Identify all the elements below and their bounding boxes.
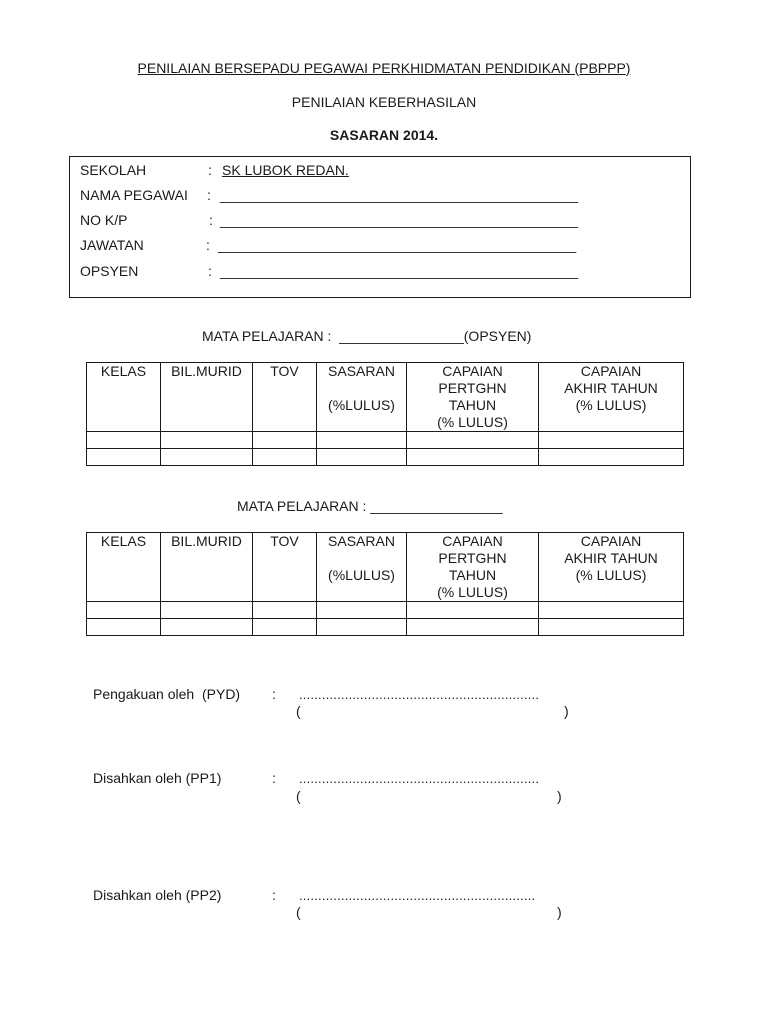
col-header-tov: TOV bbox=[253, 363, 317, 432]
ic-number-field: ______________________________________________ bbox=[220, 212, 579, 228]
signature-label: Pengakuan oleh (PYD) bbox=[93, 686, 241, 702]
officer-name-field: ______________________________________________ bbox=[220, 187, 579, 203]
info-colon: : bbox=[206, 237, 210, 253]
info-label: SEKOLAH bbox=[80, 162, 147, 178]
table-cell[interactable] bbox=[161, 602, 253, 619]
col-header-sasaran: SASARAN (%LULUS) bbox=[317, 533, 407, 602]
info-label: NO K/P bbox=[80, 212, 128, 228]
name-open-paren: ( bbox=[296, 788, 301, 804]
info-colon: : bbox=[208, 263, 212, 279]
signature-label: Disahkan oleh (PP1) bbox=[93, 770, 222, 786]
info-label: NAMA PEGAWAI bbox=[80, 187, 188, 203]
position-field: ______________________________________________ bbox=[218, 237, 577, 253]
col-header-sasaran: SASARAN (%LULUS) bbox=[317, 363, 407, 432]
document-subtitle: PENILAIAN KEBERHASILAN bbox=[291, 94, 477, 110]
subject-label-2: MATA PELAJARAN : _________________ bbox=[237, 498, 503, 514]
table-cell[interactable] bbox=[253, 602, 317, 619]
signature-line[interactable]: ............................................................... bbox=[299, 687, 540, 702]
table-row bbox=[87, 619, 684, 636]
col-header-capaian-akhir: CAPAIAN AKHIR TAHUN (% LULUS) bbox=[539, 363, 684, 432]
officer-info-box bbox=[69, 156, 691, 298]
name-close-paren: ) bbox=[564, 703, 569, 719]
col-header-capaian-pertengahan: CAPAIAN PERTGHN TAHUN (% LULUS) bbox=[407, 363, 539, 432]
table-header-row bbox=[87, 533, 684, 602]
signature-line[interactable]: ............................................................... bbox=[299, 771, 540, 786]
table-row bbox=[87, 602, 684, 619]
results-table-1 bbox=[86, 362, 684, 466]
info-label: OPSYEN bbox=[80, 263, 139, 279]
target-year-heading: SASARAN 2014. bbox=[329, 127, 439, 143]
table-cell[interactable] bbox=[317, 432, 407, 449]
table-cell[interactable] bbox=[161, 619, 253, 636]
signature-label: Disahkan oleh (PP2) bbox=[93, 887, 222, 903]
subject-label-1: MATA PELAJARAN : ________________(OPSYEN) bbox=[202, 328, 532, 344]
table-cell[interactable] bbox=[407, 602, 539, 619]
table-cell[interactable] bbox=[161, 449, 253, 466]
document-title: PENILAIAN BERSEPADU PEGAWAI PERKHIDMATAN PENDIDIKAN (PBPPP) bbox=[137, 60, 631, 76]
table-header-row bbox=[87, 363, 684, 432]
table-cell[interactable] bbox=[407, 449, 539, 466]
table-row bbox=[87, 432, 684, 449]
table-cell[interactable] bbox=[407, 619, 539, 636]
table-cell[interactable] bbox=[87, 602, 161, 619]
col-header-capaian-pertengahan: CAPAIAN PERTGHN TAHUN (% LULUS) bbox=[407, 533, 539, 602]
table-cell[interactable] bbox=[539, 449, 684, 466]
col-header-kelas: KELAS bbox=[87, 363, 161, 432]
name-close-paren: ) bbox=[557, 788, 562, 804]
info-colon: : bbox=[209, 212, 213, 228]
table-cell[interactable] bbox=[317, 602, 407, 619]
table-cell[interactable] bbox=[161, 432, 253, 449]
school-name-value: SK LUBOK REDAN. bbox=[222, 162, 349, 178]
table-cell[interactable] bbox=[317, 449, 407, 466]
table-cell[interactable] bbox=[539, 432, 684, 449]
info-label: JAWATAN bbox=[80, 237, 144, 253]
col-header-bil-murid: BIL.MURID bbox=[161, 533, 253, 602]
table-cell[interactable] bbox=[317, 619, 407, 636]
table-cell[interactable] bbox=[407, 432, 539, 449]
col-header-kelas: KELAS bbox=[87, 533, 161, 602]
info-colon: : bbox=[208, 162, 212, 178]
table-cell[interactable] bbox=[87, 449, 161, 466]
table-cell[interactable] bbox=[539, 602, 684, 619]
table-cell[interactable] bbox=[539, 619, 684, 636]
signature-line[interactable]: .............................................................. bbox=[299, 888, 536, 903]
signature-colon: : bbox=[272, 770, 276, 786]
table-cell[interactable] bbox=[253, 432, 317, 449]
signature-colon: : bbox=[272, 887, 276, 903]
signature-colon: : bbox=[272, 686, 276, 702]
table-cell[interactable] bbox=[87, 432, 161, 449]
table-cell[interactable] bbox=[253, 619, 317, 636]
results-table-2 bbox=[86, 532, 684, 636]
col-header-tov: TOV bbox=[253, 533, 317, 602]
table-cell[interactable] bbox=[87, 619, 161, 636]
col-header-capaian-akhir: CAPAIAN AKHIR TAHUN (% LULUS) bbox=[539, 533, 684, 602]
table-row bbox=[87, 449, 684, 466]
info-colon: : bbox=[207, 187, 211, 203]
col-header-bil-murid: BIL.MURID bbox=[161, 363, 253, 432]
option-field: ______________________________________________ bbox=[220, 263, 579, 279]
name-open-paren: ( bbox=[296, 703, 301, 719]
name-open-paren: ( bbox=[296, 904, 301, 920]
name-close-paren: ) bbox=[557, 904, 562, 920]
table-cell[interactable] bbox=[253, 449, 317, 466]
